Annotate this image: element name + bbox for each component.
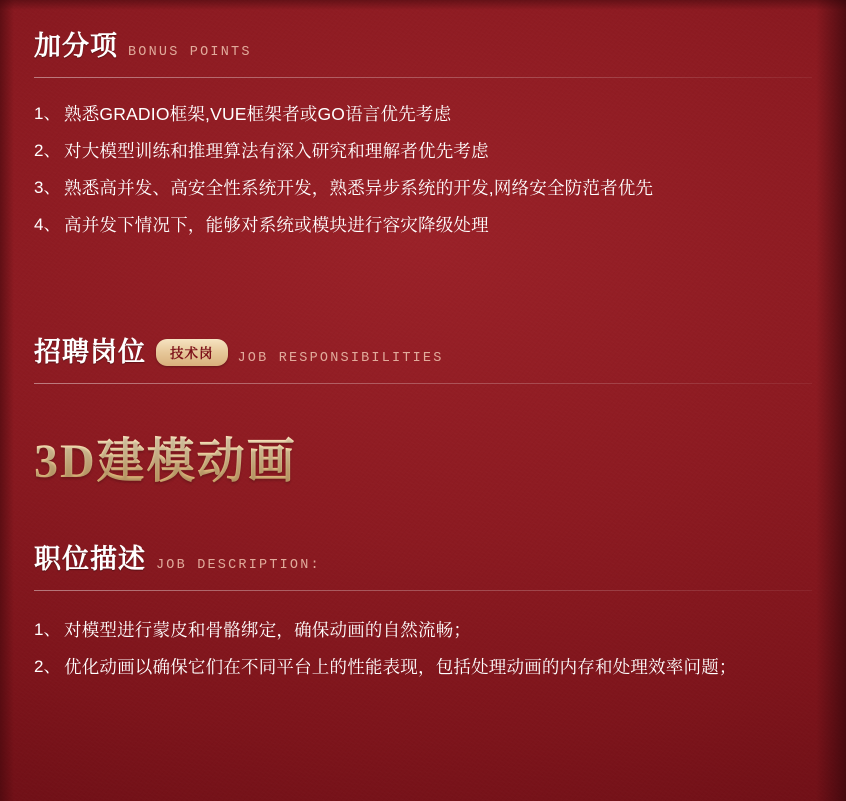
list-item-number: 1、 (34, 104, 61, 123)
bonus-points-heading (34, 24, 812, 63)
list-item-text: 对模型进行蒙皮和骨骼绑定，确保动画的自然流畅； (64, 619, 472, 640)
list-item (34, 139, 812, 163)
bonus-points-list (34, 102, 812, 238)
bonus-points-section (34, 0, 812, 238)
list-item (34, 213, 812, 237)
list-item-number: 1、 (34, 619, 61, 639)
job-description-heading (34, 537, 812, 576)
list-item-text: 对大模型训练和推理算法有深入研究和理解者优先考虑 (64, 141, 489, 162)
bonus-points-heading-cn: 加分项 (34, 31, 118, 61)
job-title: 3D建模动画 (34, 422, 297, 491)
job-posting-section (34, 330, 812, 679)
list-item-number: 2、 (34, 656, 61, 676)
job-posting-heading (34, 330, 812, 369)
job-description-list (34, 618, 812, 679)
list-item (34, 655, 812, 679)
job-posting-heading-cn: 招聘岗位 (34, 336, 146, 367)
list-item-number: 2、 (34, 141, 61, 161)
job-description-heading-cn: 职位描述 (34, 543, 146, 574)
list-item (34, 102, 812, 126)
list-item-text: 熟悉GRADIO框架,VUE框架者或GO语言优先考虑 (64, 104, 452, 124)
job-posting-heading-en: JOB RESPONSIBILITIES (237, 350, 444, 366)
job-description-heading-en: JOB DESCRIPTION: (156, 557, 321, 573)
list-item-number: 4、 (34, 215, 61, 235)
list-item-text: 优化动画以确保它们在不同平台上的性能表现，包括处理动画的内存和处理效率问题； (64, 656, 737, 677)
bonus-points-divider (34, 77, 812, 78)
list-item (34, 618, 812, 642)
job-category-badge: 技术岗 (156, 339, 228, 366)
job-description-divider (34, 590, 812, 591)
list-item-text: 高并发下情况下，能够对系统或模块进行容灾降级处理 (64, 215, 489, 236)
bonus-points-heading-en: BONUS POINTS (128, 45, 252, 60)
job-posting-divider (34, 383, 812, 384)
list-item-number: 3、 (34, 178, 61, 198)
list-item-text: 熟悉高并发、高安全性系统开发，熟悉异步系统的开发,网络安全防范者优先 (64, 178, 654, 199)
list-item (34, 176, 812, 200)
